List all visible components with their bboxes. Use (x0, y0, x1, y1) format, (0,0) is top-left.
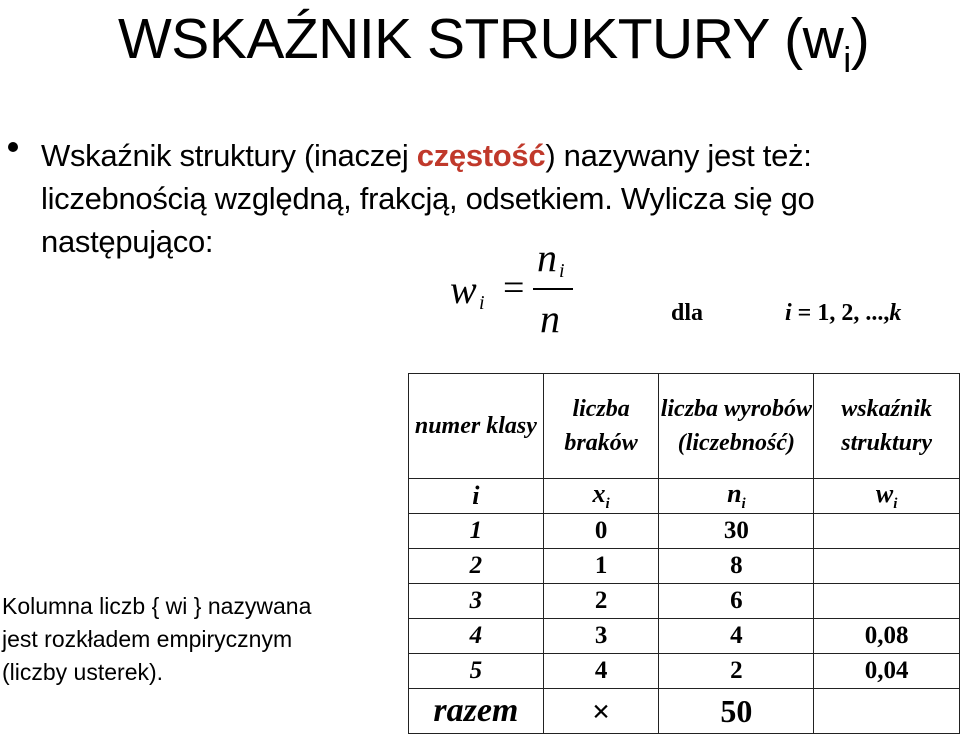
table-row (409, 514, 960, 549)
table-cell: 2 (659, 654, 814, 689)
symbol-cell: i (409, 479, 544, 514)
table-cell: 6 (659, 584, 814, 619)
table-total-row (409, 689, 960, 734)
slide-title (118, 4, 869, 95)
header-cell: liczba wyrobów (liczebność) (659, 374, 814, 479)
title-subscript: i (843, 39, 851, 80)
symbol-cell: $n_i$ (659, 479, 814, 514)
table-cell (814, 584, 960, 619)
range-rest: = 1, 2, ..., (791, 300, 890, 326)
table-row (409, 584, 960, 619)
formula (445, 235, 945, 341)
table-cell: 4 (659, 619, 814, 654)
table-cell: 0,08 (814, 619, 960, 654)
table-cell (814, 549, 960, 584)
para-part1: Wskaźnik struktury (inaczej (41, 138, 417, 173)
symbol-cell: $x_i$ (543, 479, 659, 514)
highlight-term: częstość (416, 138, 546, 173)
formula-numerator: n (537, 235, 557, 280)
total-cell: × (543, 689, 659, 734)
formula-range (785, 300, 901, 327)
table-header-row (409, 374, 960, 479)
header-cell: numer klasy (409, 374, 544, 479)
table-cell: 0,04 (814, 654, 960, 689)
range-var: i (785, 300, 792, 326)
table-row (409, 619, 960, 654)
table-cell: 2 (409, 549, 544, 584)
table-cell: 3 (409, 584, 544, 619)
fraction-bar (533, 288, 573, 290)
table-cell: 30 (659, 514, 814, 549)
formula-numerator-sub: i (559, 260, 565, 282)
table-cell (814, 514, 960, 549)
formula-denominator: n (540, 296, 560, 341)
title-main: WSKAŹNIK STRUKTURY (w (118, 7, 844, 71)
table-cell: 3 (543, 619, 659, 654)
table-row (409, 654, 960, 689)
table-cell: 8 (659, 549, 814, 584)
formula-dla: dla (671, 300, 704, 326)
header-cell: liczba braków (543, 374, 659, 479)
range-end: k (889, 300, 902, 326)
total-cell (814, 689, 960, 734)
total-label: razem (409, 689, 544, 734)
formula-lhs-sub: i (479, 292, 485, 314)
title-close: ) (850, 7, 870, 71)
table-symbol-row (409, 479, 960, 514)
table-cell: 1 (409, 514, 544, 549)
table-cell: 0 (543, 514, 659, 549)
bullet-dot-icon (8, 142, 18, 152)
table-cell: 2 (543, 584, 659, 619)
formula-equals: = (503, 267, 525, 309)
header-cell: wskaźnik struktury (814, 374, 960, 479)
structure-table (408, 373, 960, 734)
table-cell: 1 (543, 549, 659, 584)
symbol-cell: $w_i$ (814, 479, 960, 514)
para-part2: ) nazywany jest też: liczebnością względną, frakcją, odsetkiem. Wylicza się go następująco: (41, 138, 815, 259)
formula-lhs: w (450, 267, 477, 312)
table-cell: 5 (409, 654, 544, 689)
table-row (409, 549, 960, 584)
table-cell: 4 (543, 654, 659, 689)
table-cell: 4 (409, 619, 544, 654)
empirical-distribution-note: Kolumna liczb { wi } nazywana jest rozkładem empirycznym (liczby usterek). (2, 593, 312, 685)
total-cell: 50 (659, 689, 814, 734)
